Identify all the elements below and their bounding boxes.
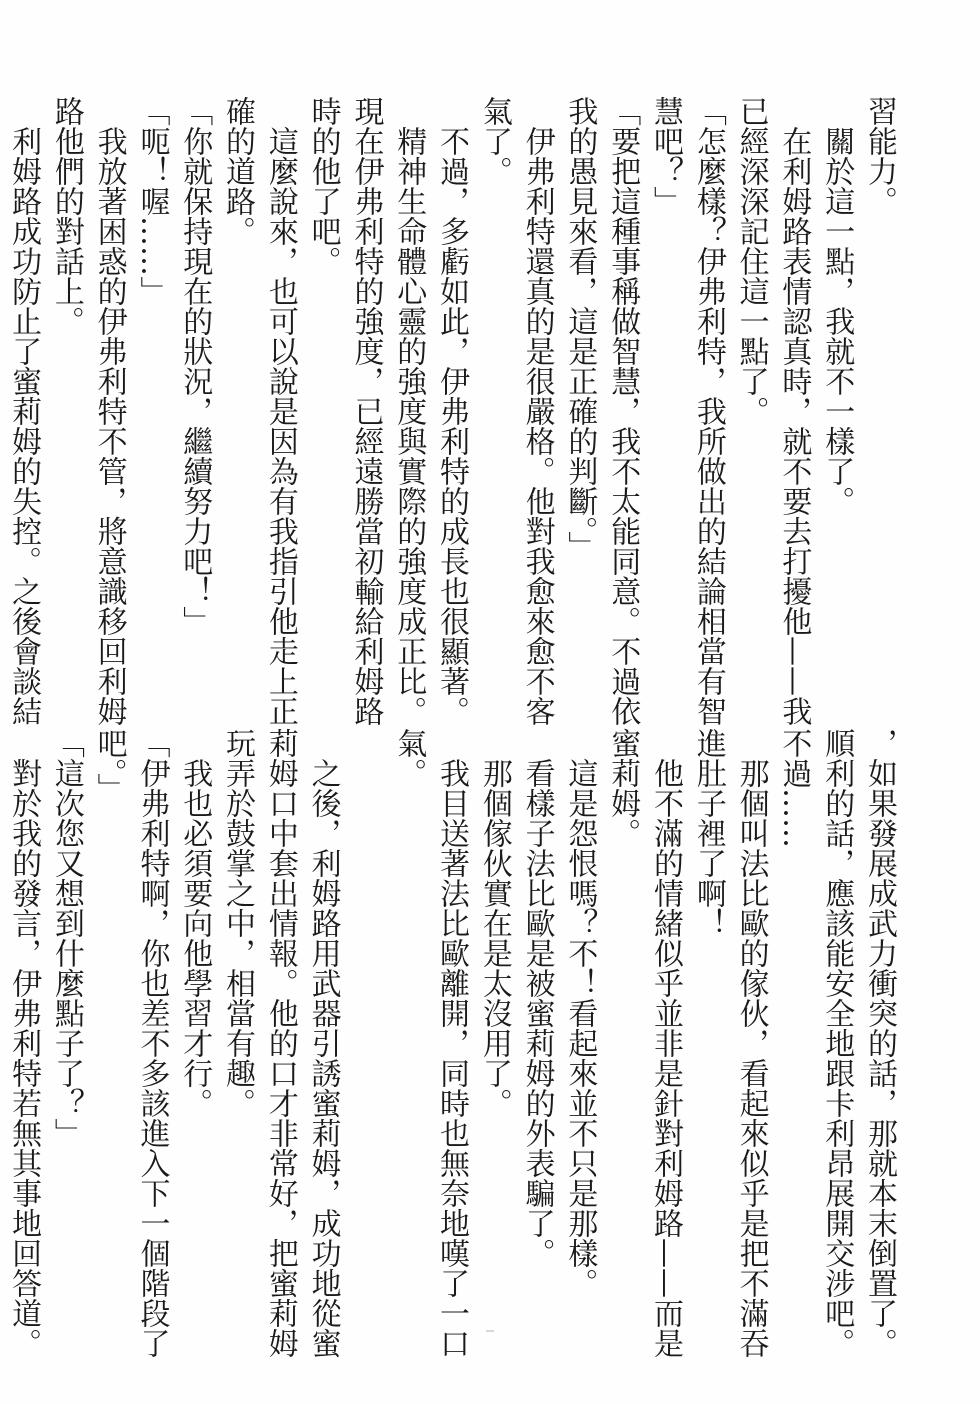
text-line: 確的道路。 — [220, 96, 256, 246]
page-mark — [486, 1330, 494, 1332]
text-line: 路他們的對話上。 — [48, 96, 84, 336]
text-line — [344, 728, 387, 1338]
text-line: 習能力。 — [862, 96, 897, 216]
text-line: 這是怨恨嗎？不！看起來並不只是那樣。 — [562, 728, 598, 1298]
text-line: 我目送著法比歐離開，同時也無奈地嘆了一口 — [434, 728, 470, 1358]
text-line: 「這次您又想到什麼點子了？」 — [48, 728, 84, 1148]
text-line: 精神生命體心靈的強度與實際的強度成正比。 — [391, 96, 427, 726]
text-line: 「怎麼樣？伊弗利特，我所做出的結論相當有智 — [690, 96, 726, 726]
text-line: 他不滿的情緒似乎並非是針對利姆路——而是 — [648, 728, 684, 1358]
text-line: ，如果發展成武力衝突的話，那就本末倒置了。 — [862, 728, 897, 1358]
text-line: 現在伊弗利特的強度，已經遠勝當初輸給利姆路 — [348, 96, 384, 726]
text-line: 氣了。 — [476, 96, 512, 186]
text-line: 氣。 — [391, 728, 427, 788]
text-line: 不過，多虧如此，伊弗利特的成長也很顯著。 — [434, 96, 470, 726]
text-line: 那個叫法比歐的傢伙，看起來似乎是把不滿吞 — [733, 728, 769, 1358]
text-line: 伊弗利特還真的是很嚴格。他對我愈來愈不客 — [519, 96, 555, 726]
text-line: 不過…… — [776, 728, 812, 848]
text-line: 利姆路成功防止了蜜莉姆的失控。之後會談結 — [6, 96, 42, 726]
text-line: 順利的話，應該能安全地跟卡利昂展開交涉吧。 — [819, 728, 855, 1358]
text-block-bottom — [6, 728, 900, 1358]
text-line: 我也必須要向他學習才行。 — [177, 728, 213, 1118]
text-line: 莉姆口中套出情報。他的口才非常好，把蜜莉姆 — [262, 728, 298, 1358]
text-line: 我放著困惑的伊弗利特不管，將意識移回利姆 — [91, 96, 127, 726]
text-line: 「你就保持現在的狀況，繼續努力吧！」 — [177, 96, 213, 636]
text-line: 玩弄於鼓掌之中，相當有趣。 — [220, 728, 256, 1118]
text-line: 在利姆路表情認真時，就不要去打擾他——我 — [776, 96, 812, 726]
text-line: 關於這一點，我就不一樣了。 — [819, 96, 855, 516]
text-line: 這麼說來，也可以說是因為有我指引他走上正 — [262, 96, 298, 726]
text-line: 已經深深記住這一點了。 — [733, 96, 769, 426]
text-line: 那個傢伙實在是太沒用了。 — [476, 728, 512, 1118]
text-line: 對於我的發言，伊弗利特若無其事地回答道。 — [6, 728, 42, 1358]
text-block-top — [6, 96, 900, 726]
text-line: 「伊弗利特啊，你也差不多該進入下一個階段了 — [134, 728, 170, 1358]
text-line: 看樣子法比歐是被蜜莉姆的外表騙了。 — [519, 728, 555, 1268]
text-line: 蜜莉姆。 — [605, 728, 641, 848]
text-line: 時的他了吧。 — [305, 96, 341, 276]
text-line: 「要把這種事稱做智慧，我不太能同意。不過依 — [605, 96, 641, 726]
text-line: 進肚子裡了啊！ — [690, 728, 726, 938]
text-line: 「呃！喔……」 — [134, 96, 170, 306]
text-line: 我的愚見來看，這是正確的判斷。」 — [562, 96, 598, 561]
text-line: 之後，利姆路用武器引誘蜜莉姆，成功地從蜜 — [305, 728, 341, 1358]
text-line: 吧。」 — [91, 728, 127, 803]
text-line: 慧吧？」 — [648, 96, 684, 216]
